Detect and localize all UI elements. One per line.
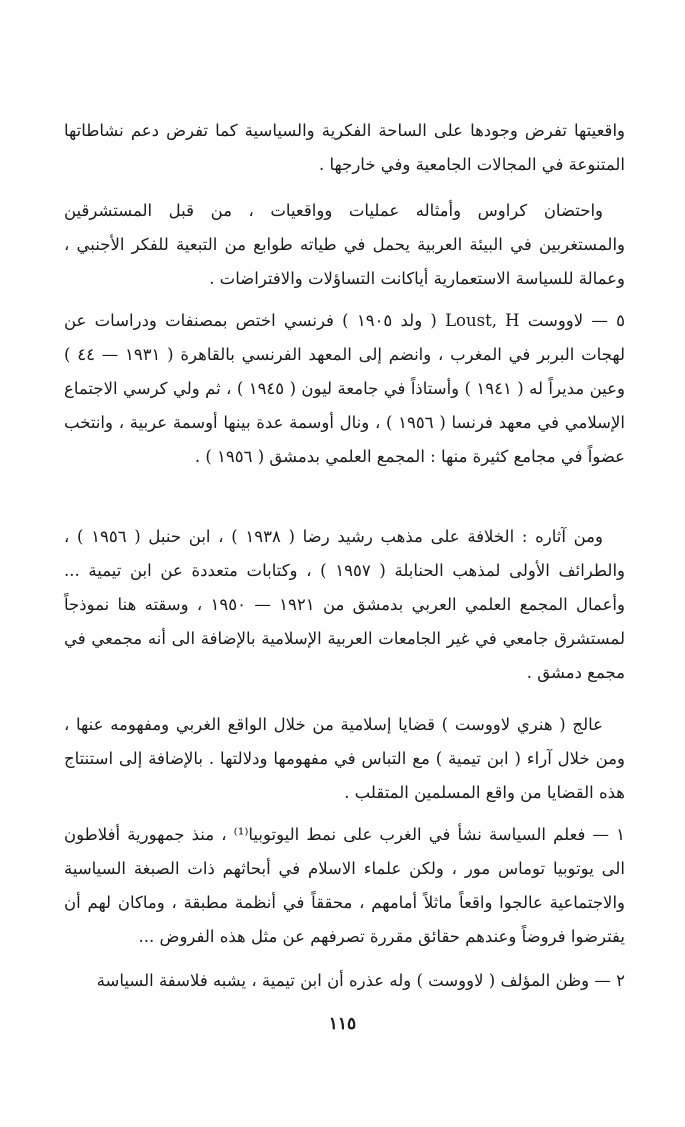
paragraph-text: ٢ — وظن المؤلف ( لاووست ) وله عذره أن ابن تيمية ، يشبه فلاسفة السياسة [96, 971, 625, 990]
paragraph-4 [64, 520, 625, 690]
paragraph-text: واقعيتها تفرض وجودها على الساحة الفكرية والسياسية كما تفرض دعم نشاطاتها المتنوعة في المجالات الجامعية وفي خارجها . [64, 121, 625, 174]
paragraph-7 [64, 964, 625, 998]
paragraph-text: عالج ( هنري لاووست ) قضايا إسلامية من خلال الواقع الغربي ومفهومه عنها ، ومن خلال آراء ( ابن تيمية ) مع التباس في مفهومها ودلالتها . بالإضافة إلى استنتاج هذه القضايا من واقع المسلمين المتقلب . [64, 715, 625, 802]
paragraph-text: واحتضان كراوس وأمثاله عمليات وواقعيات ، من قبل المستشرقين والمستغربين في البيئة العربية يحمل في طياته طوابع من التبعية للفكر الأجنبي ، وعمالة للسياسة الاستعمارية أياكانت التساؤلات والافتراضات . [64, 201, 625, 288]
paragraph-text: ٥ — لاووست Loust, H ( ولد ١٩٠٥ ) فرنسي اختص بمصنفات ودراسات عن لهجات البربر في المغرب ، وانضم إلى المعهد الفرنسي بالقاهرة ( ١٩٣١ — ٤٤ ) وعين مديراً له ( ١٩٤١ ) وأستاذاً في جامعة ليون ( ١٩٤٥ ) ، ثم ولي كرسي الاجتماع الإسلامي في معهد فرنسا ( ١٩٥٦ ) ، ونال أوسمة عدة بينها أوسمة عربية ، وانتخب عضواً في مجامع كثيرة منها : المجمع العلمي بدمشق ( ١٩٥٦ ) . [64, 311, 625, 466]
page-number: ١١٥ [328, 1014, 357, 1034]
paragraph-6 [64, 818, 625, 954]
paragraph-5 [64, 708, 625, 810]
paragraph-text: ومن آثاره : الخلافة على مذهب رشيد رضا ( ١٩٣٨ ) ، ابن حنبل ( ١٩٥٦ ) ، والطرائف الأولى لمذهب الحنابلة ( ١٩٥٧ ) ، وكتابات متعددة عن ابن تيمية ... وأعمال المجمع العلمي العربي بدمشق من ١٩٢١ — ١٩٥٠ ، وسقته هنا نموذجاً لمستشرق جامعي في غير الجامعات العربية الإسلامية بالإضافة الى أنه مجمعي في مجمع دمشق . [64, 527, 625, 682]
paragraph-text: ١ — فعلم السياسة نشأ في الغرب على نمط اليوتوبيا⁽¹⁾ ، منذ جمهورية أفلاطون الى يوتوبيا توماس مور ، ولكن علماء الاسلام في أبحاثهم ذات الصبغة السياسية والاجتماعية عالجوا واقعاً ماثلاً أمامهم ، محققاً في أنظمة مطبقة ، وماكان لهم أن يفترضوا فروضاً وعندهم حقائق مقررة تصرفهم عن مثل هذه الفروض ... [64, 825, 625, 946]
paragraph-1 [64, 114, 625, 182]
paragraph-2 [64, 194, 625, 296]
paragraph-3 [64, 304, 625, 474]
